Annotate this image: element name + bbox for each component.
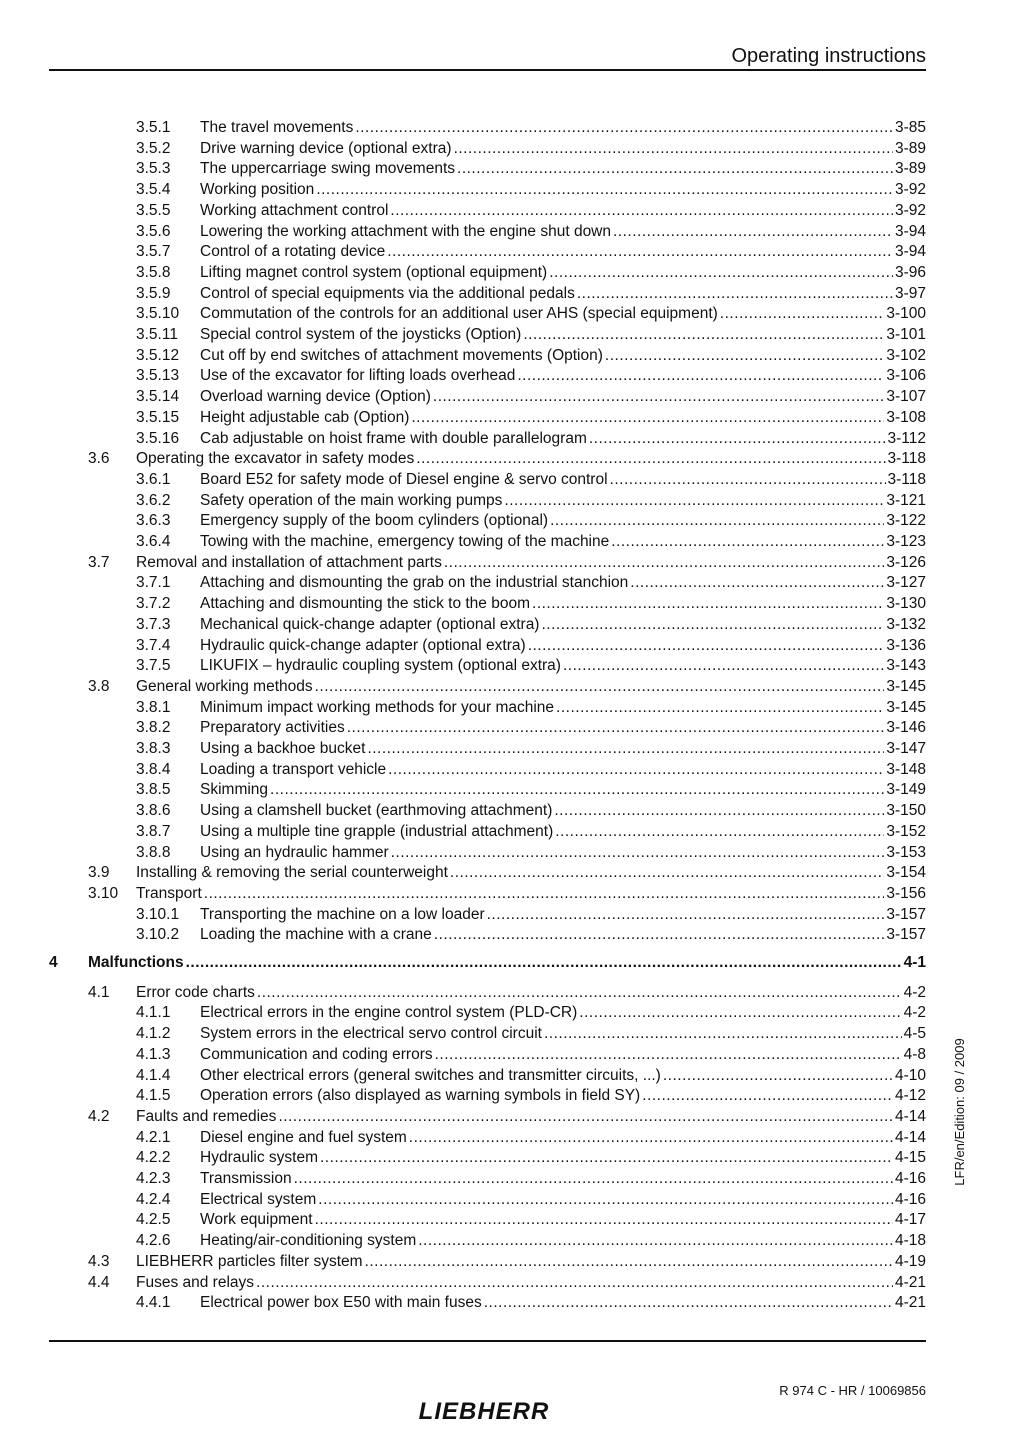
toc-entry[interactable] <box>0 760 1024 780</box>
toc-leader-dots <box>367 739 884 759</box>
toc-entry-title: Operating the excavator in safety modes <box>136 450 415 468</box>
toc-entry-page: 3-89 <box>894 139 926 157</box>
toc-entry[interactable] <box>0 284 1024 304</box>
page-header-title: Operating instructions <box>731 45 926 67</box>
toc-entry-title: Loading the machine with a crane <box>200 926 432 944</box>
toc-entry-page: 3-145 <box>886 677 926 695</box>
toc-leader-dots <box>391 843 885 863</box>
toc-leader-dots <box>484 1293 893 1313</box>
toc-entry[interactable] <box>0 843 1024 863</box>
toc-leader-dots <box>563 656 884 676</box>
toc-entry-page: 4-1 <box>903 954 926 971</box>
toc-entry-page: 3-136 <box>886 636 926 654</box>
toc-leader-dots <box>418 1231 893 1251</box>
toc-entry-number: 4.1.2 <box>136 1025 171 1043</box>
toc-leader-dots <box>315 1210 893 1230</box>
toc-entry-number: 3.10 <box>88 884 119 902</box>
toc-leader-dots <box>579 1003 901 1023</box>
toc-entry[interactable] <box>0 822 1024 842</box>
toc-leader-dots <box>315 677 885 697</box>
toc-entry-number: 4.3 <box>88 1252 110 1270</box>
toc-entry[interactable] <box>0 1107 1024 1127</box>
toc-entry-page: 4-8 <box>903 1045 926 1063</box>
toc-entry[interactable] <box>0 884 1024 904</box>
toc-entry-page: 4-18 <box>894 1232 926 1250</box>
toc-entry-page: 4-5 <box>903 1025 926 1043</box>
toc-leader-dots <box>720 304 885 324</box>
toc-entry-page: 3-150 <box>886 802 926 820</box>
toc-leader-dots <box>556 698 884 718</box>
toc-entry[interactable] <box>0 636 1024 656</box>
toc-entry-title: Fuses and relays <box>136 1273 255 1291</box>
toc-leader-dots <box>186 953 902 973</box>
toc-entry[interactable] <box>0 925 1024 945</box>
toc-entry-title: Emergency supply of the boom cylinders (optional) <box>200 512 549 530</box>
toc-entry[interactable] <box>0 242 1024 262</box>
toc-entry-title: Safety operation of the main working pumps <box>200 491 503 509</box>
toc-entry-number: 3.5.8 <box>136 263 171 281</box>
toc-entry[interactable] <box>0 1003 1024 1023</box>
toc-leader-dots <box>541 615 884 635</box>
toc-entry-page: 3-101 <box>886 326 926 343</box>
toc-leader-dots <box>204 884 885 904</box>
toc-entry-page: 3-94 <box>894 243 926 261</box>
toc-leader-dots <box>528 636 885 656</box>
toc-entry[interactable] <box>0 222 1024 242</box>
toc-entry[interactable] <box>0 1128 1024 1148</box>
toc-entry-title: Overload warning device (Option) <box>200 388 431 406</box>
toc-leader-dots <box>387 242 893 262</box>
toc-entry-page: 4-2 <box>903 1004 926 1022</box>
toc-entry[interactable] <box>0 983 1024 1003</box>
toc-entry-title: Skimming <box>200 781 269 799</box>
toc-entry-number: 3.5.13 <box>136 367 180 385</box>
toc-entry[interactable] <box>0 304 1024 324</box>
toc-entry[interactable] <box>0 118 1024 138</box>
toc-entry-page: 4-12 <box>894 1087 926 1105</box>
toc-leader-dots <box>589 429 886 449</box>
toc-entry[interactable] <box>0 953 1024 973</box>
toc-leader-dots <box>523 325 884 345</box>
toc-entry[interactable] <box>0 801 1024 821</box>
toc-entry[interactable] <box>0 325 1024 345</box>
toc-entry-page: 3-106 <box>886 367 926 385</box>
toc-leader-dots <box>257 983 902 1003</box>
toc-entry-title: Board E52 for safety mode of Diesel engine & servo control <box>200 470 608 488</box>
toc-entry-title: LIEBHERR particles filter system <box>136 1252 363 1270</box>
toc-entry-title: The uppercarriage swing movements <box>200 160 456 178</box>
toc-entry-title: Removal and installation of attachment parts <box>136 553 442 571</box>
toc-entry-title: Working attachment control <box>200 201 389 219</box>
toc-entry-number: 3.8 <box>88 677 110 695</box>
toc-leader-dots <box>642 1086 893 1106</box>
toc-leader-dots <box>435 1045 902 1065</box>
toc-entry-title: Malfunctions <box>88 954 184 971</box>
toc-entry[interactable] <box>0 1190 1024 1210</box>
toc-entry[interactable] <box>0 1252 1024 1272</box>
toc-leader-dots <box>610 470 886 490</box>
toc-leader-dots <box>611 532 884 552</box>
toc-entry[interactable] <box>0 1066 1024 1086</box>
toc-entry-number: 3.8.4 <box>136 760 171 778</box>
toc-entry-number: 3.7.3 <box>136 615 171 633</box>
toc-entry-number: 3.8.6 <box>136 802 171 820</box>
toc-entry-number: 3.5.16 <box>136 429 180 447</box>
toc-entry-page: 3-121 <box>886 491 926 509</box>
toc-entry-number: 3.5.5 <box>136 201 171 219</box>
toc-entry-page: 3-156 <box>886 884 926 902</box>
toc-entry[interactable] <box>0 180 1024 200</box>
toc-entry-page: 3-118 <box>887 470 926 488</box>
toc-entry-number: 4.2.1 <box>136 1128 171 1146</box>
toc-entry-title: Hydraulic system <box>200 1149 318 1167</box>
toc-entry-page: 4-16 <box>894 1190 926 1208</box>
toc-entry[interactable] <box>0 677 1024 697</box>
toc-entry-number: 4.1.3 <box>136 1045 171 1063</box>
toc-leader-dots <box>605 346 884 366</box>
toc-leader-dots <box>409 1128 893 1148</box>
toc-entry-page: 4-19 <box>894 1252 926 1270</box>
toc-entry[interactable] <box>0 1086 1024 1106</box>
toc-leader-dots <box>347 718 885 738</box>
toc-leader-dots <box>487 905 885 925</box>
toc-leader-dots <box>663 1066 893 1086</box>
toc-entry[interactable] <box>0 408 1024 428</box>
toc-entry-page: 3-100 <box>886 305 926 323</box>
toc-entry-number: 3.6.3 <box>136 512 171 530</box>
toc-entry-title: Lowering the working attachment with the engine shut down <box>200 222 611 240</box>
toc-entry-number: 4 <box>49 954 58 971</box>
toc-entry-page: 3-96 <box>894 263 926 281</box>
toc-entry-page: 4-15 <box>894 1149 926 1167</box>
logo-wordmark: LIEBHERR <box>418 1398 550 1423</box>
toc-entry-title: Communication and coding errors <box>200 1045 433 1063</box>
toc-entry-title: Drive warning device (optional extra) <box>200 139 452 157</box>
toc-entry-number: 3.5.3 <box>136 160 171 178</box>
toc-entry-title: Heating/air-conditioning system <box>200 1232 417 1250</box>
toc-entry-number: 3.6.2 <box>136 491 171 509</box>
toc-entry[interactable] <box>0 780 1024 800</box>
toc-entry-title: Electrical power box E50 with main fuses <box>200 1294 482 1312</box>
toc-entry-number: 4.4.1 <box>136 1294 171 1312</box>
toc-entry-page: 3-102 <box>886 346 926 364</box>
toc-entry[interactable] <box>0 139 1024 159</box>
toc-entry-page: 3-118 <box>887 450 926 468</box>
toc-entry-page: 3-126 <box>886 553 926 571</box>
footer-rule <box>49 1340 926 1342</box>
toc-entry-page: 3-92 <box>894 181 926 199</box>
toc-entry-number: 3.5.11 <box>136 326 178 343</box>
toc-entry-number: 3.8.8 <box>136 843 171 861</box>
toc-entry[interactable] <box>0 615 1024 635</box>
toc-entry-title: Working position <box>200 181 315 199</box>
toc-entry-number: 3.9 <box>88 864 110 882</box>
toc-entry-title: System errors in the electrical servo control circuit <box>200 1025 542 1043</box>
toc-entry-page: 3-122 <box>886 512 926 530</box>
toc-entry-title: Faults and remedies <box>136 1107 277 1125</box>
toc-entry-number: 4.1.5 <box>136 1087 171 1105</box>
toc-entry-title: Control of special equipments via the additional pedals <box>200 284 575 302</box>
toc-entry[interactable] <box>0 449 1024 469</box>
toc-entry[interactable] <box>0 1045 1024 1065</box>
toc-entry-title: Work equipment <box>200 1211 313 1229</box>
toc-entry-title: General working methods <box>136 677 313 695</box>
toc-leader-dots <box>294 1169 893 1189</box>
toc-entry-number: 3.6.1 <box>136 470 171 488</box>
toc-entry-number: 4.2.2 <box>136 1149 171 1167</box>
toc-leader-dots <box>444 553 884 573</box>
toc-entry[interactable] <box>0 346 1024 366</box>
toc-entry-page: 3-145 <box>886 698 926 716</box>
toc-entry-number: 3.8.5 <box>136 781 171 799</box>
toc-entry-title: Installing & removing the serial counterweight <box>136 864 448 882</box>
header-rule <box>49 69 926 71</box>
toc-entry-page: 3-107 <box>886 388 926 406</box>
toc-leader-dots <box>316 180 893 200</box>
toc-entry-number: 3.7.5 <box>136 657 171 675</box>
toc-entry[interactable] <box>0 573 1024 593</box>
toc-entry[interactable] <box>0 201 1024 221</box>
toc-entry-number: 3.5.6 <box>136 222 171 240</box>
toc-entry-title: Diesel engine and fuel system <box>200 1128 407 1146</box>
toc-entry-page: 3-157 <box>886 905 926 923</box>
toc-entry-page: 3-112 <box>887 429 926 447</box>
toc-entry-number: 4.2.3 <box>136 1170 171 1187</box>
toc-entry-page: 3-108 <box>886 408 926 426</box>
toc-entry-number: 3.10.1 <box>136 905 180 923</box>
toc-entry-title: Attaching and dismounting the stick to the boom <box>200 595 531 613</box>
toc-entry-title: Transporting the machine on a low loader <box>200 905 485 923</box>
toc-entry[interactable] <box>0 470 1024 490</box>
toc-entry-page: 4-2 <box>903 983 926 1001</box>
toc-entry-page: 3-92 <box>894 201 926 219</box>
toc-entry-page: 4-21 <box>894 1294 926 1312</box>
document-code: R 974 C - HR / 10069856 <box>779 1383 926 1398</box>
toc-entry[interactable] <box>0 1169 1024 1189</box>
toc-entry[interactable] <box>0 366 1024 386</box>
toc-entry[interactable] <box>0 553 1024 573</box>
toc-entry-number: 4.1 <box>88 983 110 1001</box>
toc-entry-title: Minimum impact working methods for your machine <box>200 698 555 716</box>
toc-entry[interactable] <box>0 1024 1024 1044</box>
toc-leader-dots <box>613 222 893 242</box>
toc-entry[interactable] <box>0 863 1024 883</box>
toc-leader-dots <box>411 408 884 428</box>
toc-entry-page: 3-132 <box>886 615 926 633</box>
toc-leader-dots <box>320 1148 893 1168</box>
toc-entry-number: 3.8.7 <box>136 822 171 840</box>
toc-leader-dots <box>450 863 884 883</box>
toc-entry-page: 3-157 <box>886 926 926 944</box>
toc-entry[interactable] <box>0 532 1024 552</box>
toc-entry-number: 3.5.12 <box>136 346 180 364</box>
toc-entry-page: 3-146 <box>886 719 926 737</box>
toc-leader-dots <box>365 1252 893 1272</box>
toc-entry-number: 3.6 <box>88 450 110 468</box>
toc-entry-number: 3.5.4 <box>136 181 171 199</box>
toc-entry-page: 4-16 <box>894 1170 926 1187</box>
toc-entry-number: 3.8.3 <box>136 740 171 757</box>
toc-leader-dots <box>457 159 893 179</box>
toc-entry-number: 3.7.1 <box>136 574 171 592</box>
toc-entry[interactable] <box>0 491 1024 511</box>
toc-entry-title: Height adjustable cab (Option) <box>200 408 410 426</box>
toc-entry-number: 4.2.6 <box>136 1232 171 1250</box>
toc-entry-title: Transport <box>136 884 202 902</box>
toc-leader-dots <box>318 1190 893 1210</box>
toc-entry-number: 3.7.2 <box>136 595 171 613</box>
toc-entry-title: Commutation of the controls for an additional user AHS (special equipment) <box>200 305 718 323</box>
toc-entry-number: 3.5.2 <box>136 139 171 157</box>
liebherr-logo <box>404 1397 564 1423</box>
toc-entry-title: Using a backhoe bucket <box>200 740 366 757</box>
toc-entry-number: 3.5.15 <box>136 408 180 426</box>
edition-note-text: LFR/en/Edition: 09 / 2009 <box>952 1038 967 1186</box>
toc-entry-page: 3-149 <box>886 781 926 799</box>
toc-entry-title: Use of the excavator for lifting loads overhead <box>200 367 516 385</box>
toc-leader-dots <box>577 284 893 304</box>
toc-entry-page: 3-148 <box>886 760 926 778</box>
toc-entry-title: Other electrical errors (general switches and transmitter circuits, ...) <box>200 1066 661 1084</box>
toc-entry[interactable] <box>0 1148 1024 1168</box>
toc-entry[interactable] <box>0 511 1024 531</box>
toc-leader-dots <box>504 491 884 511</box>
toc-entry-title: Towing with the machine, emergency towing of the machine <box>200 533 610 550</box>
toc-entry-page: 3-143 <box>886 657 926 675</box>
toc-entry-title: Using a multiple tine grapple (industrial attachment) <box>200 822 554 840</box>
toc-entry-number: 3.7.4 <box>136 636 171 654</box>
toc-entry-page: 3-123 <box>886 533 926 550</box>
toc-leader-dots <box>278 1107 893 1127</box>
toc-entry-number: 4.4 <box>88 1273 110 1291</box>
toc-entry-number: 4.2 <box>88 1107 110 1125</box>
toc-entry[interactable] <box>0 718 1024 738</box>
toc-entry-title: Preparatory activities <box>200 719 345 737</box>
toc-leader-dots <box>549 263 893 283</box>
toc-entry[interactable] <box>0 263 1024 283</box>
toc-leader-dots <box>544 1024 902 1044</box>
toc-leader-dots <box>555 822 884 842</box>
toc-entry[interactable] <box>0 1231 1024 1251</box>
toc-entry-title: Special control system of the joysticks (Option) <box>200 326 522 343</box>
toc-entry-title: Using a clamshell bucket (earthmoving attachment) <box>200 802 553 820</box>
toc-entry-page: 4-14 <box>894 1107 926 1125</box>
toc-entry[interactable] <box>0 594 1024 614</box>
toc-entry-number: 4.1.4 <box>136 1066 171 1084</box>
toc-entry-page: 3-89 <box>894 160 926 178</box>
toc-leader-dots <box>433 387 884 407</box>
toc-entry-number: 3.5.7 <box>136 243 171 261</box>
toc-entry-page: 3-130 <box>886 595 926 613</box>
toc-entry[interactable] <box>0 429 1024 449</box>
toc-entry[interactable] <box>0 1273 1024 1293</box>
toc-entry-page: 3-153 <box>886 843 926 861</box>
toc-entry-number: 4.2.4 <box>136 1190 171 1208</box>
toc-entry-title: Error code charts <box>136 983 255 1001</box>
toc-entry-title: Operation errors (also displayed as warning symbols in field SY) <box>200 1087 641 1105</box>
toc-entry[interactable] <box>0 656 1024 676</box>
toc-entry-page: 4-14 <box>894 1128 926 1146</box>
toc-entry[interactable] <box>0 387 1024 407</box>
toc-entry[interactable] <box>0 1210 1024 1230</box>
toc-entry-page: 4-21 <box>894 1273 926 1291</box>
toc-entry-title: Cab adjustable on hoist frame with double parallelogram <box>200 429 587 447</box>
toc-entry-page: 3-97 <box>894 284 926 302</box>
toc-leader-dots <box>388 760 884 780</box>
toc-entry[interactable] <box>0 739 1024 759</box>
toc-leader-dots <box>517 366 884 386</box>
toc-entry[interactable] <box>0 159 1024 179</box>
toc-entry-title: Attaching and dismounting the grab on the industrial stanchion <box>200 574 629 592</box>
toc-entry-title: The travel movements <box>200 119 354 136</box>
toc-leader-dots <box>434 925 885 945</box>
toc-entry-title: Hydraulic quick-change adapter (optional extra) <box>200 636 526 654</box>
toc-leader-dots <box>256 1273 893 1293</box>
toc-entry[interactable] <box>0 698 1024 718</box>
toc-entry-page: 4-17 <box>894 1211 926 1229</box>
toc-entry-page: 3-85 <box>894 119 926 136</box>
toc-entry-number: 4.1.1 <box>136 1004 171 1022</box>
toc-entry-number: 3.8.1 <box>136 698 171 716</box>
toc-entry-page: 3-94 <box>894 222 926 240</box>
toc-leader-dots <box>630 573 884 593</box>
toc-entry-title: Transmission <box>200 1170 292 1187</box>
toc-entry-number: 4.2.5 <box>136 1211 171 1229</box>
toc-entry-page: 4-10 <box>894 1066 926 1084</box>
toc-entry-number: 3.7 <box>88 553 110 571</box>
toc-entry-title: Electrical errors in the engine control system (PLD-CR) <box>200 1004 578 1022</box>
toc-entry-title: Lifting magnet control system (optional equipment) <box>200 263 548 281</box>
toc-entry-page: 3-127 <box>886 574 926 592</box>
toc-leader-dots <box>416 449 885 469</box>
toc-entry[interactable] <box>0 905 1024 925</box>
toc-entry-page: 3-152 <box>886 822 926 840</box>
toc-leader-dots <box>355 118 893 138</box>
toc-entry-title: LIKUFIX – hydraulic coupling system (optional extra) <box>200 657 561 675</box>
toc-entry-title: Mechanical quick-change adapter (optional extra) <box>200 615 540 633</box>
toc-entry-number: 3.6.4 <box>136 533 171 550</box>
toc-entry-page: 3-147 <box>886 740 926 757</box>
toc-leader-dots <box>532 594 884 614</box>
toc-leader-dots <box>270 780 884 800</box>
toc-entry-number: 3.5.1 <box>136 119 171 136</box>
toc-entry-number: 3.8.2 <box>136 719 171 737</box>
toc-entry-title: Using an hydraulic hammer <box>200 843 389 861</box>
toc-entry-title: Control of a rotating device <box>200 243 386 261</box>
toc-entry[interactable] <box>0 1293 1024 1313</box>
toc-leader-dots <box>554 801 884 821</box>
toc-entry-title: Electrical system <box>200 1190 317 1208</box>
toc-entry-number: 3.5.9 <box>136 284 171 302</box>
toc-entry-number: 3.10.2 <box>136 926 180 944</box>
toc-leader-dots <box>550 511 884 531</box>
toc-entry-page: 3-154 <box>886 864 926 882</box>
toc-entry-number: 3.5.14 <box>136 388 180 406</box>
toc-leader-dots <box>390 201 893 221</box>
toc-entry-title: Cut off by end switches of attachment movements (Option) <box>200 346 603 364</box>
toc-leader-dots <box>454 139 893 159</box>
toc-entry-number: 3.5.10 <box>136 305 180 323</box>
toc-entry-title: Loading a transport vehicle <box>200 760 387 778</box>
